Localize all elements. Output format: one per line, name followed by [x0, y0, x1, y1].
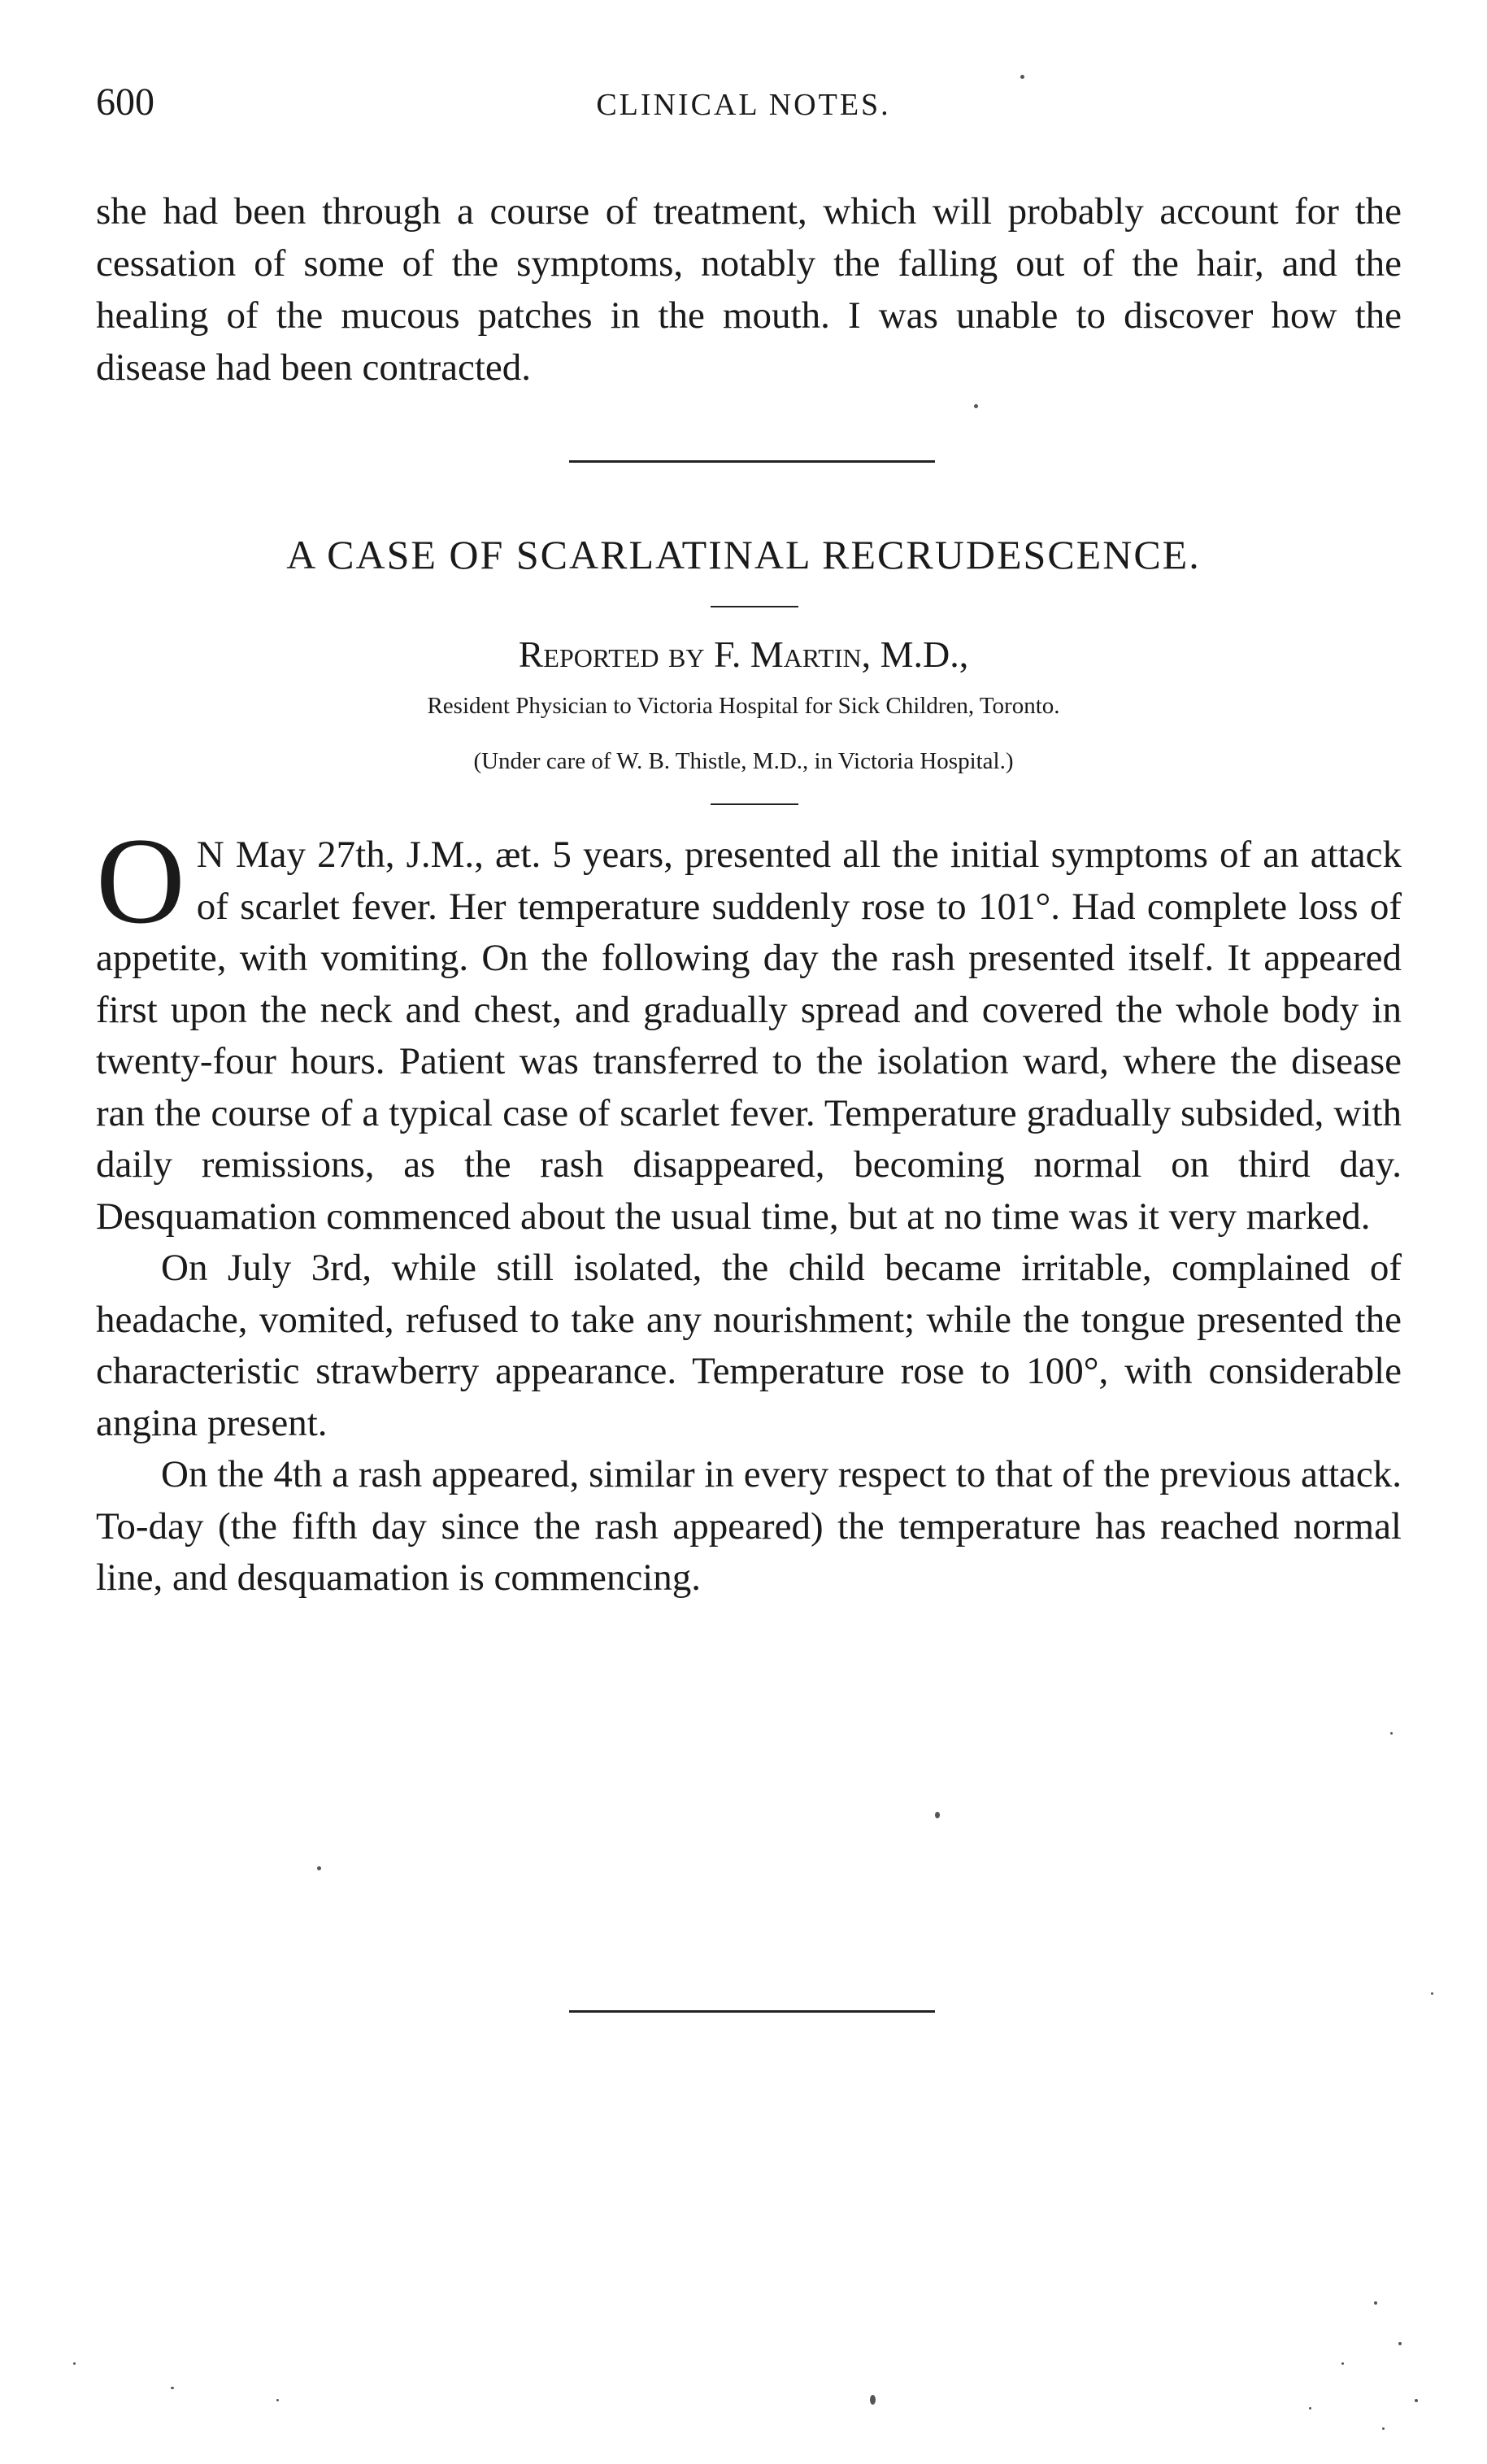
- continuation-paragraph: she had been through a course of treatment, which will probably account for the cessation of some of the symptoms, notably the falling out of the hair, and the healing of the mucous patches in the mouth. I was unable to discover how the disease had been contracted.: [96, 190, 1402, 389]
- scan-speck: [935, 1812, 940, 1818]
- scan-speck: [317, 1866, 321, 1870]
- scan-speck: [1431, 1992, 1433, 1995]
- scan-speck: [1374, 2301, 1377, 2305]
- scan-speck: [1309, 2407, 1311, 2410]
- care-note: (Under care of W. B. Thistle, M.D., in Victoria Hospital.): [473, 748, 1014, 774]
- paragraph-text: N May 27th, J.M., æt. 5 years, presented all the initial symptoms of an attack of scarlet fever. Her temperature suddenly rose to 101°. Had complete loss of appetite, with vomiting. On the following day the rash presented itself. It appeared first upon the neck and chest, and gradually spread and covered the whole body in twenty-four hours. Patient was transferred to the isolation ward, where the disease ran the course of a typical case of scarlet fever. Temperature gradually subsided, with daily remissions, as the rash disappeared, becoming normal on third day. Desquamation commenced about the usual time, but at no time was it very marked.: [96, 834, 1402, 1238]
- page-number: 600: [96, 81, 154, 124]
- author-byline: Reported by F. Martin, M.D.,: [518, 633, 969, 675]
- scan-speck: [974, 404, 978, 408]
- body-paragraph-2: On July 3rd, while still isolated, the child became irritable, complained of headache, vomited, refused to take any nourishment; while the tongue presented the characteristic strawberry appearance. Temperature rose to 100°, with considerable angina present.: [96, 1247, 1402, 1444]
- article-title: A CASE OF SCARLATINAL RECRUDESCENCE.: [286, 532, 1201, 577]
- byline-divider: [711, 803, 798, 805]
- scan-speck: [1341, 2362, 1344, 2365]
- scan-speck: [870, 2395, 876, 2405]
- scan-speck: [1390, 1732, 1393, 1735]
- section-divider-bottom: [569, 2010, 935, 2013]
- scan-speck: [1415, 2399, 1418, 2402]
- scan-speck: [1398, 2342, 1402, 2345]
- body-paragraph-1: [96, 812, 1402, 1243]
- scan-speck: [1020, 75, 1024, 79]
- body-paragraph-3: On the 4th a rash appeared, similar in every respect to that of the previous attack. To-day (the fifth day since the rash appeared) the temperature has reached normal line, and desquamation is commencing.: [96, 1453, 1402, 1599]
- scan-speck: [276, 2399, 279, 2401]
- article-body: [96, 812, 1402, 1604]
- running-title: CLINICAL NOTES.: [596, 88, 891, 122]
- section-divider-top: [569, 460, 935, 463]
- title-divider: [711, 606, 798, 607]
- scan-speck: [73, 2362, 76, 2365]
- drop-cap: O: [96, 812, 185, 949]
- scan-speck: [1382, 2427, 1385, 2430]
- author-affiliation: Resident Physician to Victoria Hospital for Sick Children, Toronto.: [427, 693, 1060, 719]
- scan-speck: [171, 2387, 174, 2389]
